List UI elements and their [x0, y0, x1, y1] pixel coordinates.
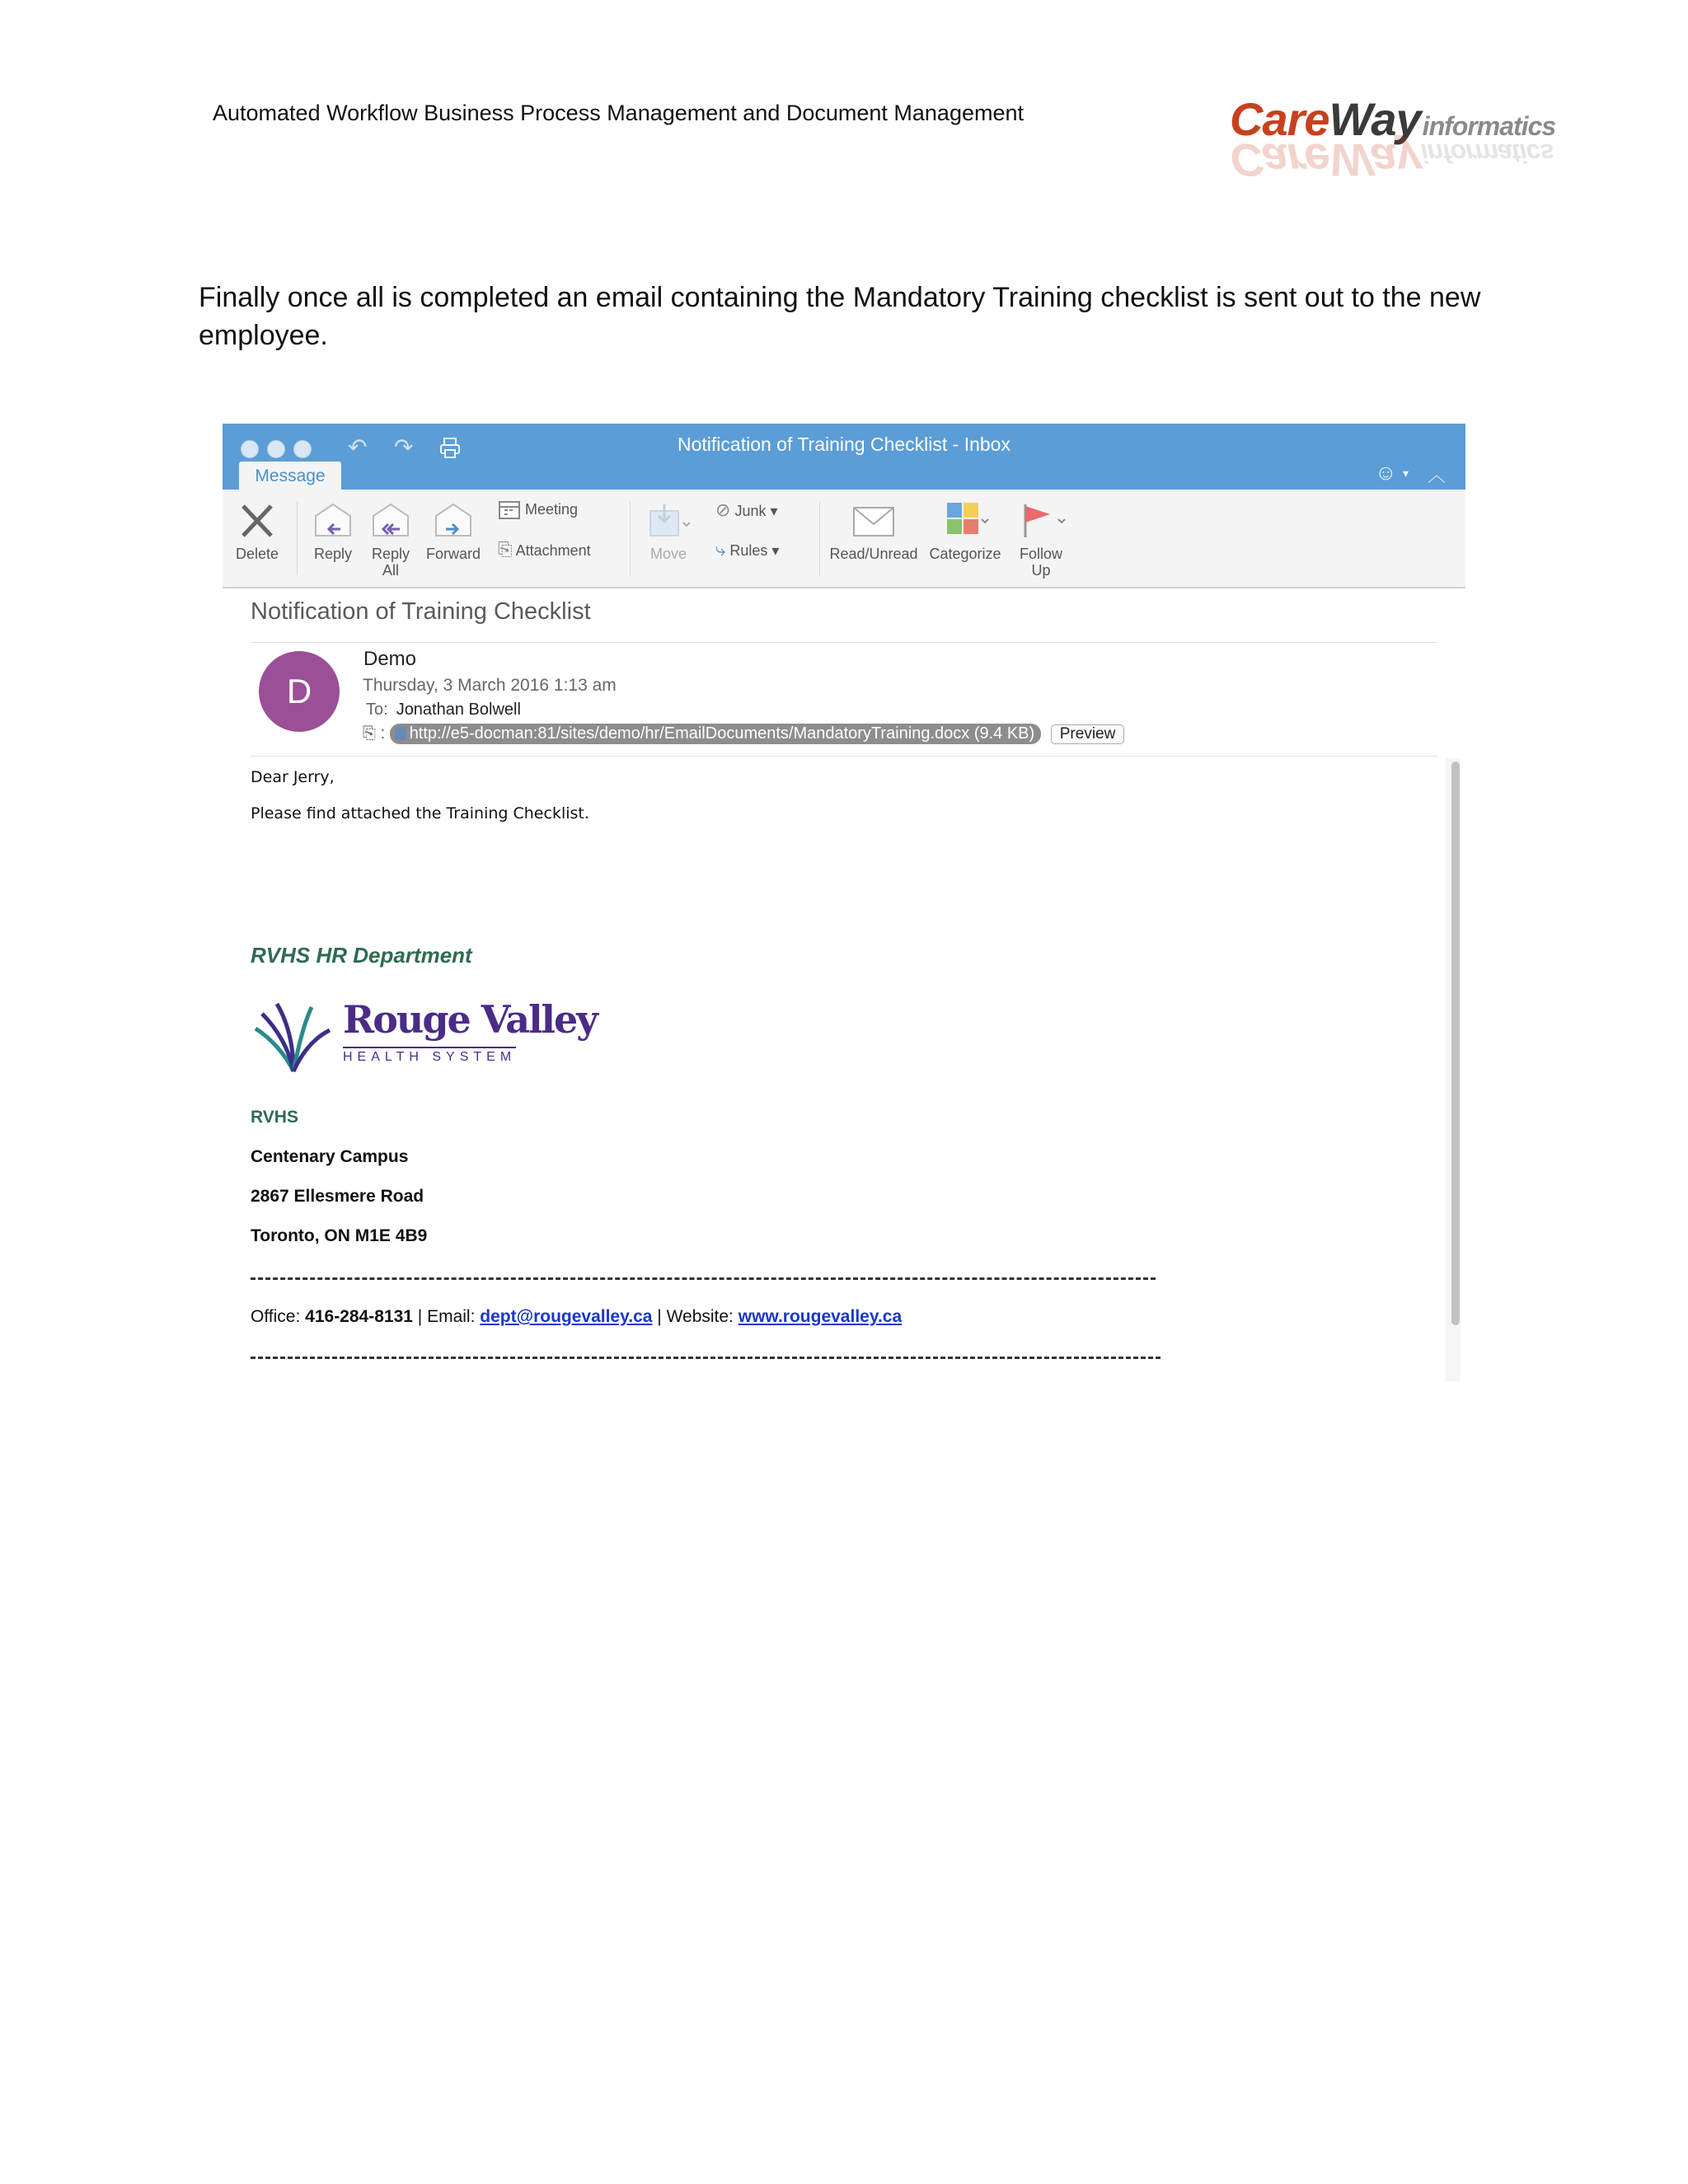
email-window [223, 424, 1465, 1381]
smiley-feedback-icon[interactable]: ☺ [1375, 460, 1397, 485]
office-phone: 416-284-8131 [305, 1307, 413, 1326]
redo-icon[interactable]: ↷ [394, 434, 414, 460]
website-link[interactable]: www.rougevalley.ca [738, 1307, 903, 1326]
document-file-icon [395, 727, 406, 740]
tab-message[interactable]: Message [239, 462, 341, 490]
title-bar [223, 424, 1465, 490]
body-message: Please find attached the Training Checklist. [251, 804, 589, 823]
signature-org: RVHS [251, 1108, 298, 1127]
document-header-title: Automated Workflow Business Process Management and Document Management [213, 101, 1024, 125]
ribbon-toolbar [223, 490, 1465, 588]
envelope-icon [851, 501, 897, 541]
signature-city: Toronto, ON M1E 4B9 [251, 1226, 428, 1245]
avatar: D [259, 651, 340, 732]
rouge-valley-logo: Rouge Valley HEALTH SYSTEM [252, 992, 516, 1091]
signature-campus: Centenary Campus [251, 1147, 409, 1166]
attachment-button[interactable]: ⎘ Attachment [498, 539, 591, 560]
header-divider [251, 642, 1437, 643]
scrollbar-thumb[interactable] [1451, 762, 1460, 1325]
paperclip-icon: ⎘ [363, 724, 376, 743]
categorize-icon [939, 501, 992, 541]
greeting: Dear Jerry, [251, 768, 335, 786]
junk-person-icon: ⊘ [715, 499, 731, 520]
attachment-row: ⎘ : http://e5-docman:81/sites/demo/hr/EmailDocuments/MandatoryTraining.docx (9.4 KB) Preview [363, 724, 1124, 744]
move-button[interactable]: Move [640, 501, 697, 562]
body-divider [251, 756, 1437, 757]
calendar-icon [498, 499, 521, 521]
signature-divider-top [251, 1277, 1156, 1280]
sent-date: Thursday, 3 March 2016 1:13 am [363, 676, 617, 695]
intro-paragraph: Finally once all is completed an email containing the Mandatory Training checklist is sent out to the new employee. [199, 282, 1481, 351]
preview-button[interactable]: Preview [1051, 724, 1125, 744]
reply-all-button[interactable]: Reply All [368, 501, 414, 579]
paperclip-icon: ⎘ [498, 539, 513, 560]
sender-name[interactable]: Demo [363, 648, 417, 670]
forward-icon [433, 501, 474, 541]
collapse-ribbon-icon[interactable]: ︿ [1428, 465, 1447, 485]
meeting-button[interactable]: Meeting [498, 499, 578, 521]
signature-address: 2867 Ellesmere Road [251, 1187, 424, 1206]
signature-divider-bottom [251, 1357, 1160, 1359]
contact-line: Office: 416-284-8131 | Email: dept@rougevalley.ca | Website: www.rougevalley.ca [251, 1307, 903, 1326]
window-title: Notification of Training Checklist - Inbox [678, 434, 1010, 455]
flag-icon [1014, 501, 1068, 541]
read-unread-button[interactable]: Read/Unread [828, 501, 920, 562]
rules-button[interactable]: ⤷ Rules ▾ [715, 539, 780, 560]
rules-icon: ⤷ [715, 539, 726, 560]
email-link[interactable]: dept@rougevalley.ca [480, 1307, 653, 1326]
follow-up-button[interactable]: Follow Up [1012, 501, 1070, 579]
recipient-name[interactable]: Jonathan Bolwell [396, 701, 521, 719]
email-subject: Notification of Training Checklist [251, 598, 591, 625]
delete-button[interactable]: Delete [234, 501, 280, 562]
reply-button[interactable]: Reply [310, 501, 356, 562]
categorize-button[interactable]: Categorize [928, 501, 1002, 562]
rouge-valley-leaf-icon [252, 996, 335, 1078]
delete-x-icon [237, 501, 278, 541]
careway-logo: CareWayinformatics CareWayinformatics [1230, 93, 1556, 186]
forward-button[interactable]: Forward [424, 501, 483, 562]
reply-all-icon [370, 501, 411, 541]
reply-icon [312, 501, 354, 541]
recipient-line: To: Jonathan Bolwell [366, 701, 521, 719]
chevron-down-icon[interactable]: ▾ [1403, 466, 1409, 480]
junk-button[interactable]: ⊘ Junk ▾ [715, 499, 778, 520]
attachment-link[interactable]: http://e5-docman:81/sites/demo/hr/EmailDocuments/MandatoryTraining.docx (9.4 KB) [390, 724, 1042, 744]
move-folder-icon [644, 501, 693, 541]
undo-icon[interactable]: ↶ [348, 434, 368, 460]
department-name: RVHS HR Department [251, 943, 472, 968]
